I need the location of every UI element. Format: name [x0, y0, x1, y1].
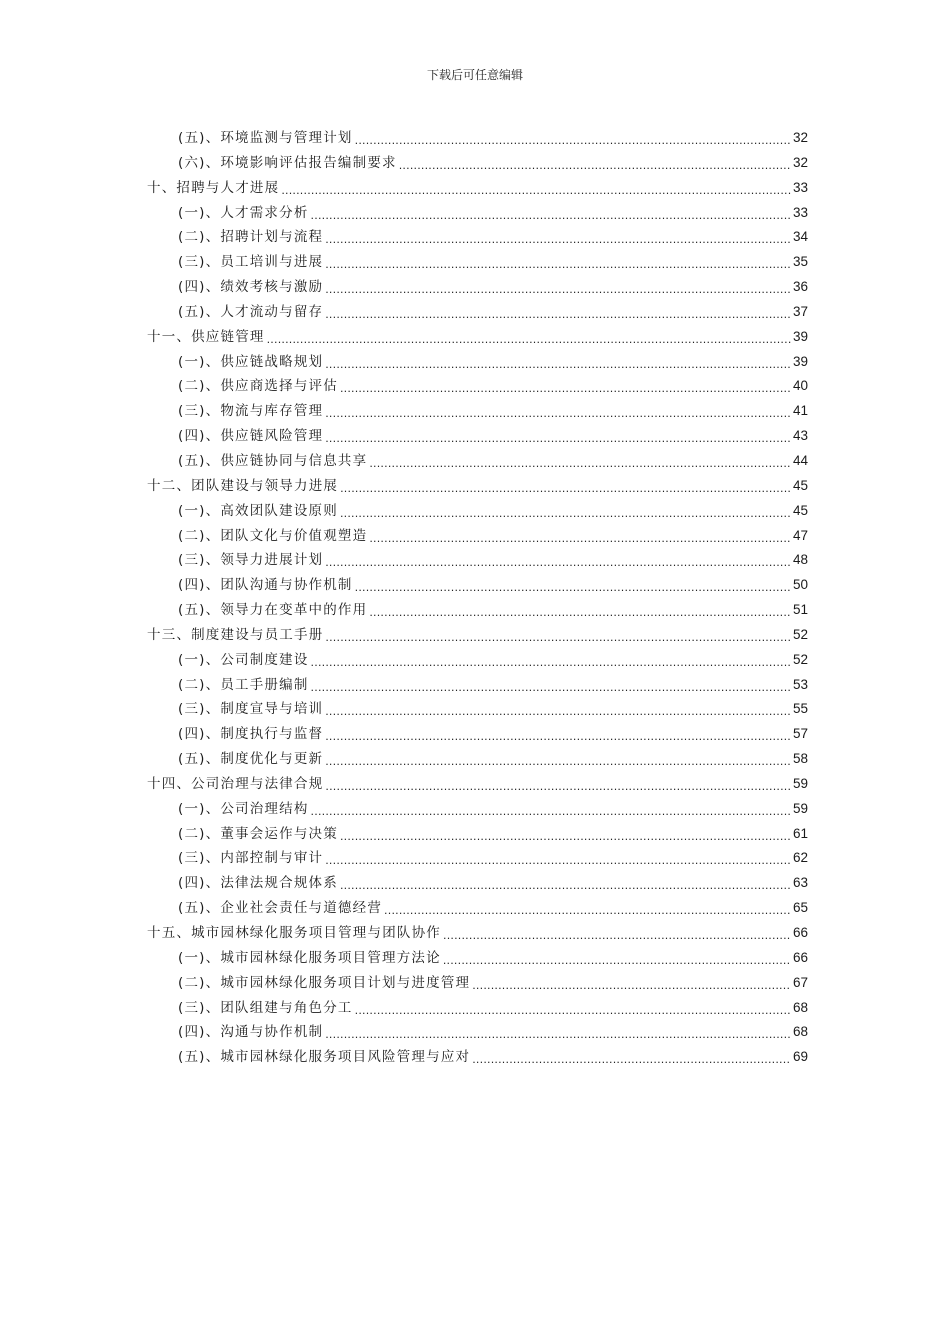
toc-entry-title: (二)、董事会运作与决策 [178, 825, 338, 842]
toc-section-entry[interactable] [147, 201, 808, 226]
toc-entry-page-number: 39 [792, 353, 808, 369]
toc-entry-page-number: 34 [792, 229, 808, 245]
toc-chapter-entry[interactable] [147, 772, 808, 797]
toc-dot-leader [325, 749, 791, 775]
toc-entry-title: (五)、企业社会责任与道德经营 [178, 900, 383, 917]
toc-entry-title: 十二、团队建设与领导力进展 [147, 477, 339, 494]
toc-entry-title: (一)、高效团队建设原则 [178, 502, 338, 519]
toc-dot-leader [472, 1047, 791, 1073]
toc-entry-title: (三)、团队组建与角色分工 [178, 999, 353, 1016]
toc-section-entry[interactable] [147, 673, 808, 698]
toc-dot-leader [325, 277, 791, 303]
toc-entry-title: (二)、供应商选择与评估 [178, 378, 338, 395]
toc-entry-page-number: 52 [792, 626, 808, 642]
toc-dot-leader [340, 376, 791, 402]
toc-section-entry[interactable] [147, 573, 808, 598]
toc-section-entry[interactable] [147, 374, 808, 399]
toc-entry-title: (二)、员工手册编制 [178, 676, 309, 693]
toc-entry-page-number: 68 [792, 1024, 808, 1040]
toc-dot-leader [325, 774, 791, 800]
toc-entry-page-number: 58 [792, 751, 808, 767]
toc-entry-page-number: 65 [792, 900, 808, 916]
toc-section-entry[interactable] [147, 822, 808, 847]
toc-dot-leader [355, 575, 791, 601]
toc-entry-title: (三)、内部控制与审计 [178, 850, 324, 867]
toc-entry-title: (四)、供应链风险管理 [178, 428, 324, 445]
toc-section-entry[interactable] [147, 971, 808, 996]
toc-dot-leader [399, 153, 791, 179]
toc-entry-title: (五)、供应链协同与信息共享 [178, 452, 368, 469]
toc-entry-page-number: 48 [792, 552, 808, 568]
toc-entry-title: (五)、人才流动与留存 [178, 303, 324, 320]
toc-dot-leader [443, 923, 791, 949]
toc-entry-page-number: 33 [792, 179, 808, 195]
toc-section-entry[interactable] [147, 896, 808, 921]
toc-chapter-entry[interactable] [147, 325, 808, 350]
toc-section-entry[interactable] [147, 648, 808, 673]
toc-dot-leader [340, 824, 791, 850]
toc-entry-title: (二)、城市园林绿化服务项目计划与进度管理 [178, 974, 471, 991]
toc-section-entry[interactable] [147, 424, 808, 449]
toc-dot-leader [472, 973, 791, 999]
table-of-contents [147, 126, 808, 1070]
toc-entry-title: (二)、团队文化与价值观塑造 [178, 527, 368, 544]
toc-entry-page-number: 50 [792, 577, 808, 593]
toc-section-entry[interactable] [147, 946, 808, 971]
toc-chapter-entry[interactable] [147, 474, 808, 499]
toc-entry-page-number: 41 [792, 403, 808, 419]
toc-dot-leader [325, 625, 791, 651]
toc-entry-page-number: 37 [792, 303, 808, 319]
toc-section-entry[interactable] [147, 350, 808, 375]
toc-entry-page-number: 51 [792, 602, 808, 618]
toc-entry-page-number: 44 [792, 452, 808, 468]
toc-section-entry[interactable] [147, 747, 808, 772]
toc-dot-leader [325, 252, 791, 278]
toc-dot-leader [340, 476, 791, 502]
toc-entry-page-number: 53 [792, 676, 808, 692]
toc-dot-leader [325, 401, 791, 427]
toc-entry-page-number: 35 [792, 254, 808, 270]
toc-dot-leader [325, 302, 791, 328]
toc-dot-leader [355, 128, 791, 154]
toc-dot-leader [325, 699, 791, 725]
toc-dot-leader [384, 898, 791, 924]
toc-section-entry[interactable] [147, 797, 808, 822]
toc-entry-title: (五)、制度优化与更新 [178, 751, 324, 768]
toc-entry-title: (四)、法律法规合规体系 [178, 875, 338, 892]
toc-entry-title: (一)、公司制度建设 [178, 651, 309, 668]
toc-entry-title: (四)、沟通与协作机制 [178, 1024, 324, 1041]
toc-entry-title: (三)、领导力进展计划 [178, 552, 324, 569]
toc-dot-leader [355, 998, 791, 1024]
toc-entry-page-number: 61 [792, 825, 808, 841]
toc-chapter-entry[interactable] [147, 176, 808, 201]
toc-entry-title: (六)、环境影响评估报告编制要求 [178, 154, 397, 171]
toc-entry-page-number: 40 [792, 378, 808, 394]
toc-entry-page-number: 55 [792, 701, 808, 717]
toc-dot-leader [325, 352, 791, 378]
toc-entry-title: (五)、城市园林绿化服务项目风险管理与应对 [178, 1049, 471, 1066]
toc-section-entry[interactable] [147, 846, 808, 871]
toc-entry-title: (一)、公司治理结构 [178, 800, 309, 817]
toc-entry-page-number: 63 [792, 875, 808, 891]
toc-dot-leader [325, 227, 791, 253]
toc-entry-page-number: 32 [792, 130, 808, 145]
toc-section-entry[interactable] [147, 1020, 808, 1045]
toc-entry-title: 十五、城市园林绿化服务项目管理与团队协作 [147, 925, 441, 941]
toc-dot-leader [325, 848, 791, 874]
toc-entry-title: (五)、领导力在变革中的作用 [178, 602, 368, 619]
toc-entry-title: (三)、物流与库存管理 [178, 403, 324, 420]
toc-section-entry[interactable] [147, 126, 808, 151]
toc-entry-title: (一)、人才需求分析 [178, 204, 309, 221]
toc-entry-page-number: 68 [792, 999, 808, 1015]
toc-section-entry[interactable] [147, 524, 808, 549]
toc-entry-title: (一)、供应链战略规划 [178, 353, 324, 370]
toc-section-entry[interactable] [147, 449, 808, 474]
toc-entry-title: (四)、团队沟通与协作机制 [178, 577, 353, 594]
toc-entry-title: (三)、员工培训与进展 [178, 254, 324, 271]
toc-entry-title: (三)、制度宣导与培训 [178, 701, 324, 718]
toc-section-entry[interactable] [147, 225, 808, 250]
toc-entry-page-number: 45 [792, 502, 808, 518]
toc-entry-title: (二)、招聘计划与流程 [178, 229, 324, 246]
toc-entry-title: 十四、公司治理与法律合规 [147, 775, 324, 792]
toc-chapter-entry[interactable] [147, 623, 808, 648]
toc-dot-leader [369, 526, 791, 552]
toc-dot-leader [340, 501, 791, 527]
toc-dot-leader [311, 799, 791, 825]
toc-entry-page-number: 45 [792, 477, 808, 493]
toc-entry-title: 十、招聘与人才进展 [147, 179, 280, 196]
toc-section-entry[interactable] [147, 1045, 808, 1070]
toc-entry-page-number: 59 [792, 800, 808, 816]
toc-section-entry[interactable] [147, 300, 808, 325]
toc-dot-leader [325, 1022, 791, 1048]
toc-section-entry[interactable] [147, 399, 808, 424]
toc-entry-title: (一)、城市园林绿化服务项目管理方法论 [178, 949, 441, 966]
toc-entry-page-number: 66 [792, 925, 808, 940]
toc-section-entry[interactable] [147, 598, 808, 623]
toc-section-entry[interactable] [147, 871, 808, 896]
toc-dot-leader [281, 178, 791, 204]
toc-entry-page-number: 47 [792, 527, 808, 543]
toc-chapter-entry[interactable] [147, 921, 808, 946]
toc-entry-page-number: 67 [792, 974, 808, 990]
toc-dot-leader [311, 675, 791, 701]
page-header: 下载后可任意编辑 [426, 68, 523, 82]
toc-dot-leader [369, 451, 791, 477]
toc-entry-page-number: 39 [792, 328, 808, 344]
toc-section-entry[interactable] [147, 275, 808, 300]
toc-dot-leader [369, 600, 791, 626]
toc-entry-page-number: 33 [792, 204, 808, 220]
toc-entry-title: 十一、供应链管理 [147, 328, 265, 345]
toc-dot-leader [267, 327, 791, 353]
toc-entry-page-number: 43 [792, 428, 808, 444]
toc-entry-title: (五)、环境监测与管理计划 [178, 130, 353, 146]
toc-entry-page-number: 36 [792, 279, 808, 295]
toc-dot-leader [325, 724, 791, 750]
toc-entry-page-number: 66 [792, 949, 808, 965]
toc-entry-title: 十三、制度建设与员工手册 [147, 626, 324, 643]
toc-entry-page-number: 62 [792, 850, 808, 866]
toc-entry-page-number: 57 [792, 726, 808, 742]
toc-section-entry[interactable] [147, 548, 808, 573]
toc-dot-leader [311, 203, 791, 229]
toc-section-entry[interactable] [147, 499, 808, 524]
toc-dot-leader [340, 873, 791, 899]
toc-section-entry[interactable] [147, 722, 808, 747]
toc-entry-page-number: 32 [792, 154, 808, 170]
toc-dot-leader [443, 948, 791, 974]
toc-section-entry[interactable] [147, 250, 808, 275]
toc-section-entry[interactable] [147, 996, 808, 1021]
toc-entry-title: (四)、制度执行与监督 [178, 726, 324, 743]
toc-section-entry[interactable] [147, 151, 808, 176]
toc-section-entry[interactable] [147, 697, 808, 722]
toc-dot-leader [325, 550, 791, 576]
toc-entry-title: (四)、绩效考核与激励 [178, 279, 324, 296]
toc-dot-leader [325, 426, 791, 452]
toc-entry-page-number: 69 [792, 1049, 808, 1065]
toc-entry-page-number: 59 [792, 775, 808, 791]
toc-dot-leader [311, 650, 791, 676]
toc-entry-page-number: 52 [792, 651, 808, 667]
